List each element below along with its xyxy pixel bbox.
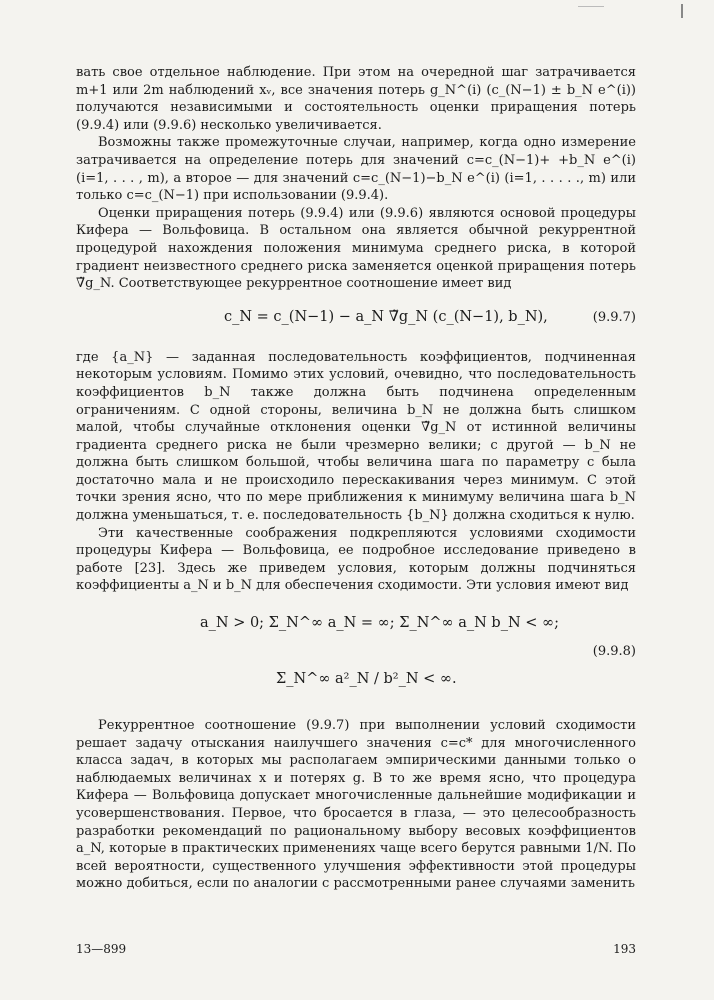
page-number: 193 — [613, 942, 636, 956]
formula-expression: c_N = c_(N−1) − a_N ∇̃g_N (c_(N−1), b_N), — [224, 308, 548, 325]
paragraph-4: где {a_N} — заданная последовательность коэффициентов, подчиненная некоторым условиям. Помимо этих условий, очевидно, что последовательность коэффициентов b_N также должна быть подчинена определенным ограничениям. С одной стороны, величина b_N не должна быть слишком малой, чтобы случайные отклонения оценки ∇̃g_N от истинной величины градиента среднего риска не были чрезмерно велики; с другой — b_N не должна быть слишком большой, чтобы величина шага по параметру c была достаточно мала и не происходило перескакивания через минимум. С этой точки зрения ясно, что по мере приближения к минимуму величина шага b_N должна уменьшаться, т. е. последовательность {b_N} должна сходиться к нулю. — [76, 349, 636, 524]
equation-number: (9.9.7) — [592, 309, 636, 325]
page-body — [76, 64, 636, 893]
equation-number: (9.9.8) — [592, 644, 636, 660]
scan-artifact-line — [578, 6, 604, 7]
paragraph-3: Оценки приращения потерь (9.9.4) или (9.9.6) являются основой процедуры Кифера — Вольфовица. В остальном она является обычной рекуррентной процедурой нахождения положения минимума среднего риска, в которой градиент неизвестного среднего риска заменяется оценкой приращения потерь ∇̃g_N. Соответствующее рекуррентное соотношение имеет вид — [76, 205, 636, 292]
paragraph-6: Рекуррентное соотношение (9.9.7) при выполнении условий сходимости решает задачу отыскания наилучшего значения c=c* для многочисленного класса задач, в которых мы располагаем эмпирическими данными только о наблюдаемых величинах x и потерях g. В то же время ясно, что процедура Кифера — Вольфовица допускает многочисленные дальнейшие модификации и усовершенствования. Первое, что бросается в глаза, — это целесообразность разработки рекомендаций по рациональному выбору весовых коэффициентов a_N, которые в практических применениях чаще всего берутся равными 1/N. По всей вероятности, существенного улучшения эффективности этой процедуры можно добиться, если по аналогии с рассмотренными ранее случаями заменить — [76, 718, 636, 892]
paragraph-5: Эти качественные соображения подкрепляются условиями сходимости процедуры Кифера — Вольфовица, ее подробное исследование приведено в работе [23]. Здесь же приведем условия, которым должны подчиняться коэффициенты a_N и b_N для обеспечения сходимости. Эти условия имеют вид — [76, 525, 636, 594]
formula-9-9-8 — [76, 605, 636, 709]
formula-line-2: Σ_N^∞ a²_N / b²_N < ∞. — [276, 671, 457, 688]
formula-9-9-7 — [76, 305, 636, 333]
scan-artifact — [681, 4, 683, 18]
paragraph-2: Возможны также промежуточные случаи, например, когда одно измерение затрачивается на определение потерь для значений c=c_(N−1)+ +b_N e^(i) (i=1, . . . , m), а второе — для значений c=c_(N−1)−b_N e^(i) (i=1, . . . . ., m) или только c=c_(N−1) при использовании (9.9.4). — [76, 135, 636, 204]
signature-mark: 13—899 — [76, 942, 127, 956]
formula-line-1: a_N > 0; Σ_N^∞ a_N = ∞; Σ_N^∞ a_N b_N < ∞; — [200, 615, 559, 632]
paragraph-1: вать свое отдельное наблюдение. При этом на очередной шаг затрачивается m+1 или 2m наблюдений xᵥ, все значения потерь g_N^(i) (c_(N−1) ± b_N e^(i)) получаются независимыми и состоятельность оценки приращения потерь (9.9.4) или (9.9.6) несколько увеличивается. — [76, 65, 636, 133]
